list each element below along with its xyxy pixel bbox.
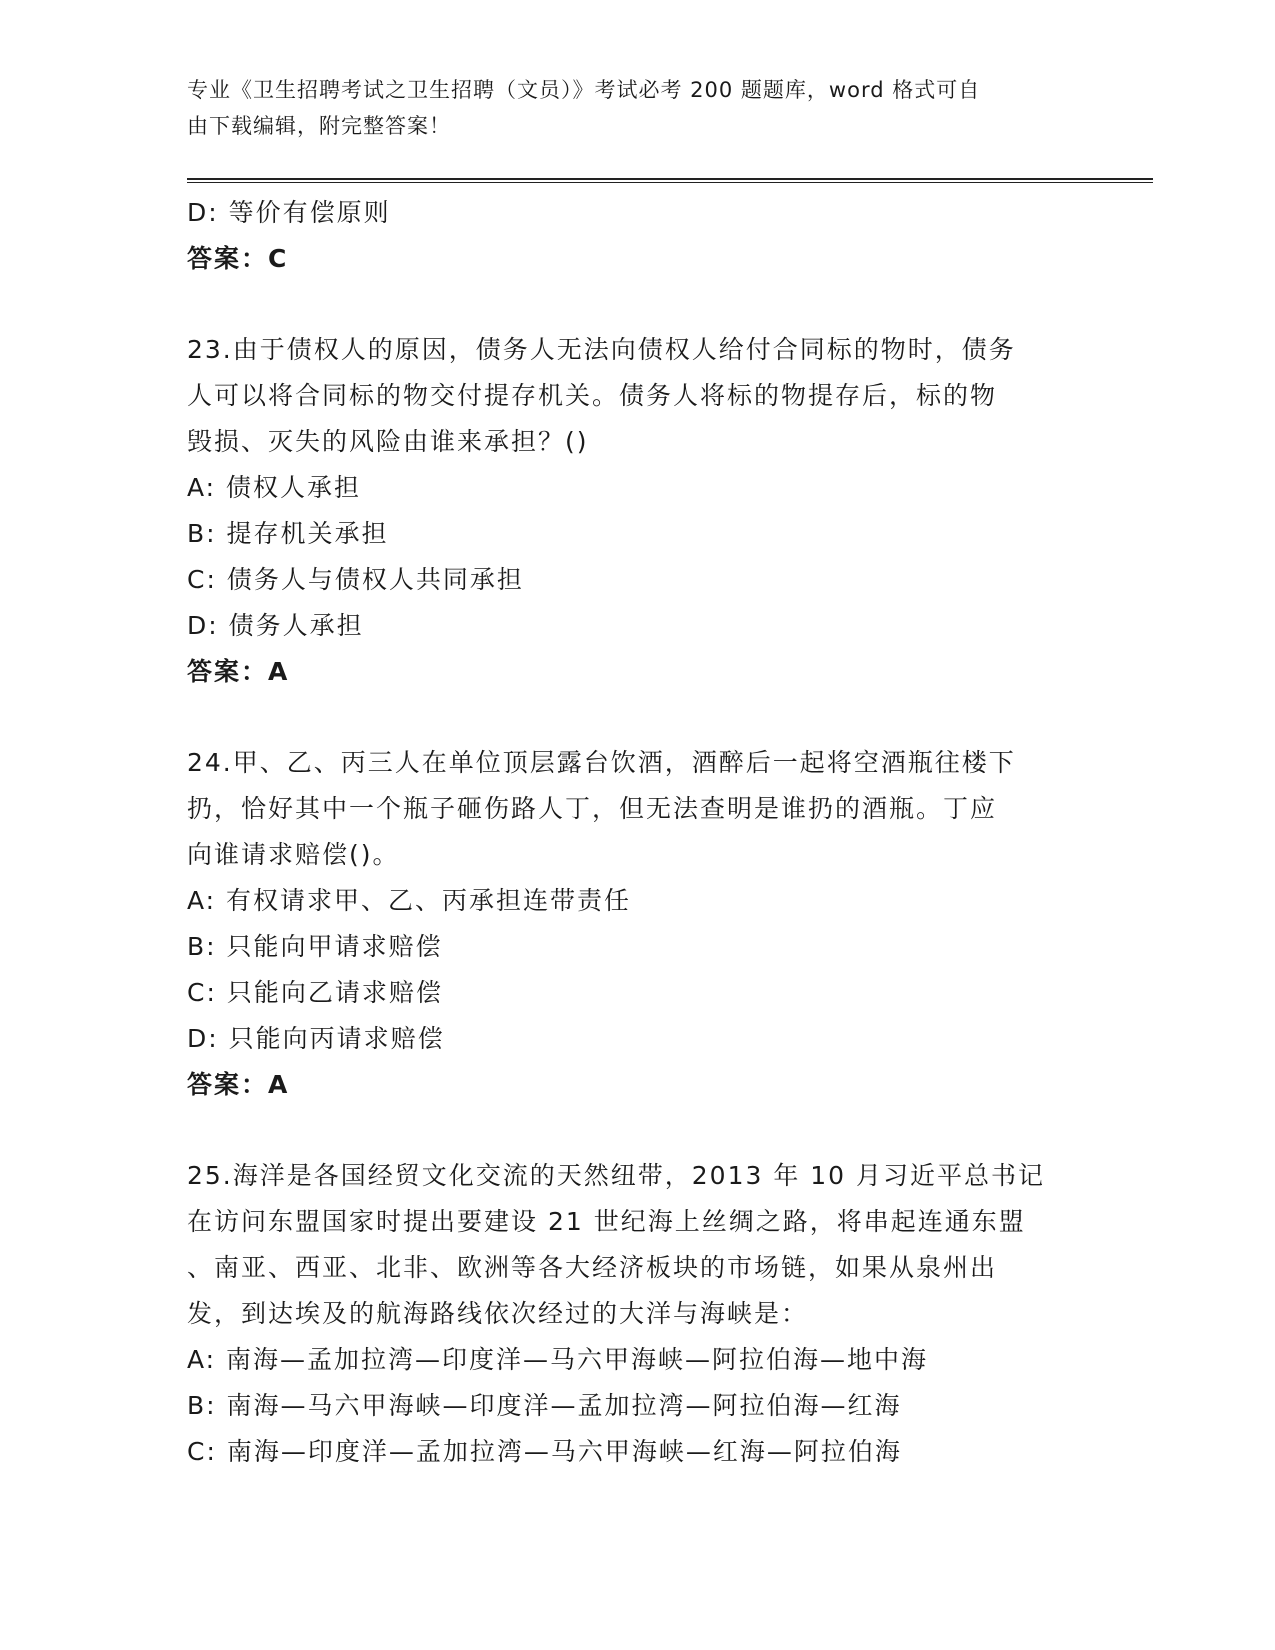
option-c: C: 只能向乙请求赔偿 [187,978,443,1007]
document-header [187,72,1087,144]
answer: 答案：C [187,244,289,273]
question-22-tail [187,190,1087,282]
option-d: D: 只能向丙请求赔偿 [187,1024,445,1053]
spacer [187,1108,1087,1153]
option-c: C: 债务人与债权人共同承担 [187,565,524,594]
header-line-1: 专业《卫生招聘考试之卫生招聘（文员）》考试必考 200 题题库，word 格式可自 [187,78,981,102]
option-d: D: 债务人承担 [187,611,364,640]
header-divider [187,178,1153,183]
stem-line: 人可以将合同标的物交付提存机关。债务人将标的物提存后，标的物 [187,381,998,410]
spacer [187,695,1087,740]
stem-line: 毁损、灭失的风险由谁来承担？() [187,427,589,456]
option-a: A: 有权请求甲、乙、丙承担连带责任 [187,886,632,915]
question-24 [187,740,1087,1108]
answer: 答案：A [187,1070,290,1099]
question-stem [187,1153,1087,1337]
stem-line: 扔，恰好其中一个瓶子砸伤路人丁，但无法查明是谁扔的酒瓶。丁应 [187,794,998,823]
question-stem [187,327,1087,465]
stem-line: 、南亚、西亚、北非、欧洲等各大经济板块的市场链，如果从泉州出 [187,1253,998,1282]
stem-line: 23.由于债权人的原因，债务人无法向债权人给付合同标的物时，债务 [187,335,1016,364]
question-stem [187,740,1087,878]
option-a: A: 南海—孟加拉湾—印度洋—马六甲海峡—阿拉伯海—地中海 [187,1345,929,1374]
document-body [187,190,1087,1475]
option-b: B: 只能向甲请求赔偿 [187,932,443,961]
option-b: B: 提存机关承担 [187,519,389,548]
spacer [187,282,1087,327]
option-b: B: 南海—马六甲海峡—印度洋—孟加拉湾—阿拉伯海—红海 [187,1391,902,1420]
stem-line: 发，到达埃及的航海路线依次经过的大洋与海峡是： [187,1299,809,1328]
header-line-2: 由下载编辑，附完整答案！ [187,114,451,138]
answer: 答案：A [187,657,290,686]
question-25 [187,1153,1087,1475]
option-a: A: 债权人承担 [187,473,362,502]
stem-line: 向谁请求赔偿()。 [187,840,400,869]
stem-line: 25.海洋是各国经贸文化交流的天然纽带，2013 年 10 月习近平总书记 [187,1161,1046,1190]
stem-line: 在访问东盟国家时提出要建设 21 世纪海上丝绸之路，将串起连通东盟 [187,1207,1026,1236]
stem-line: 24.甲、乙、丙三人在单位顶层露台饮酒，酒醉后一起将空酒瓶往楼下 [187,748,1016,777]
option-d: D: 等价有偿原则 [187,198,391,227]
option-c: C: 南海—印度洋—孟加拉湾—马六甲海峡—红海—阿拉伯海 [187,1437,902,1466]
question-23 [187,327,1087,695]
